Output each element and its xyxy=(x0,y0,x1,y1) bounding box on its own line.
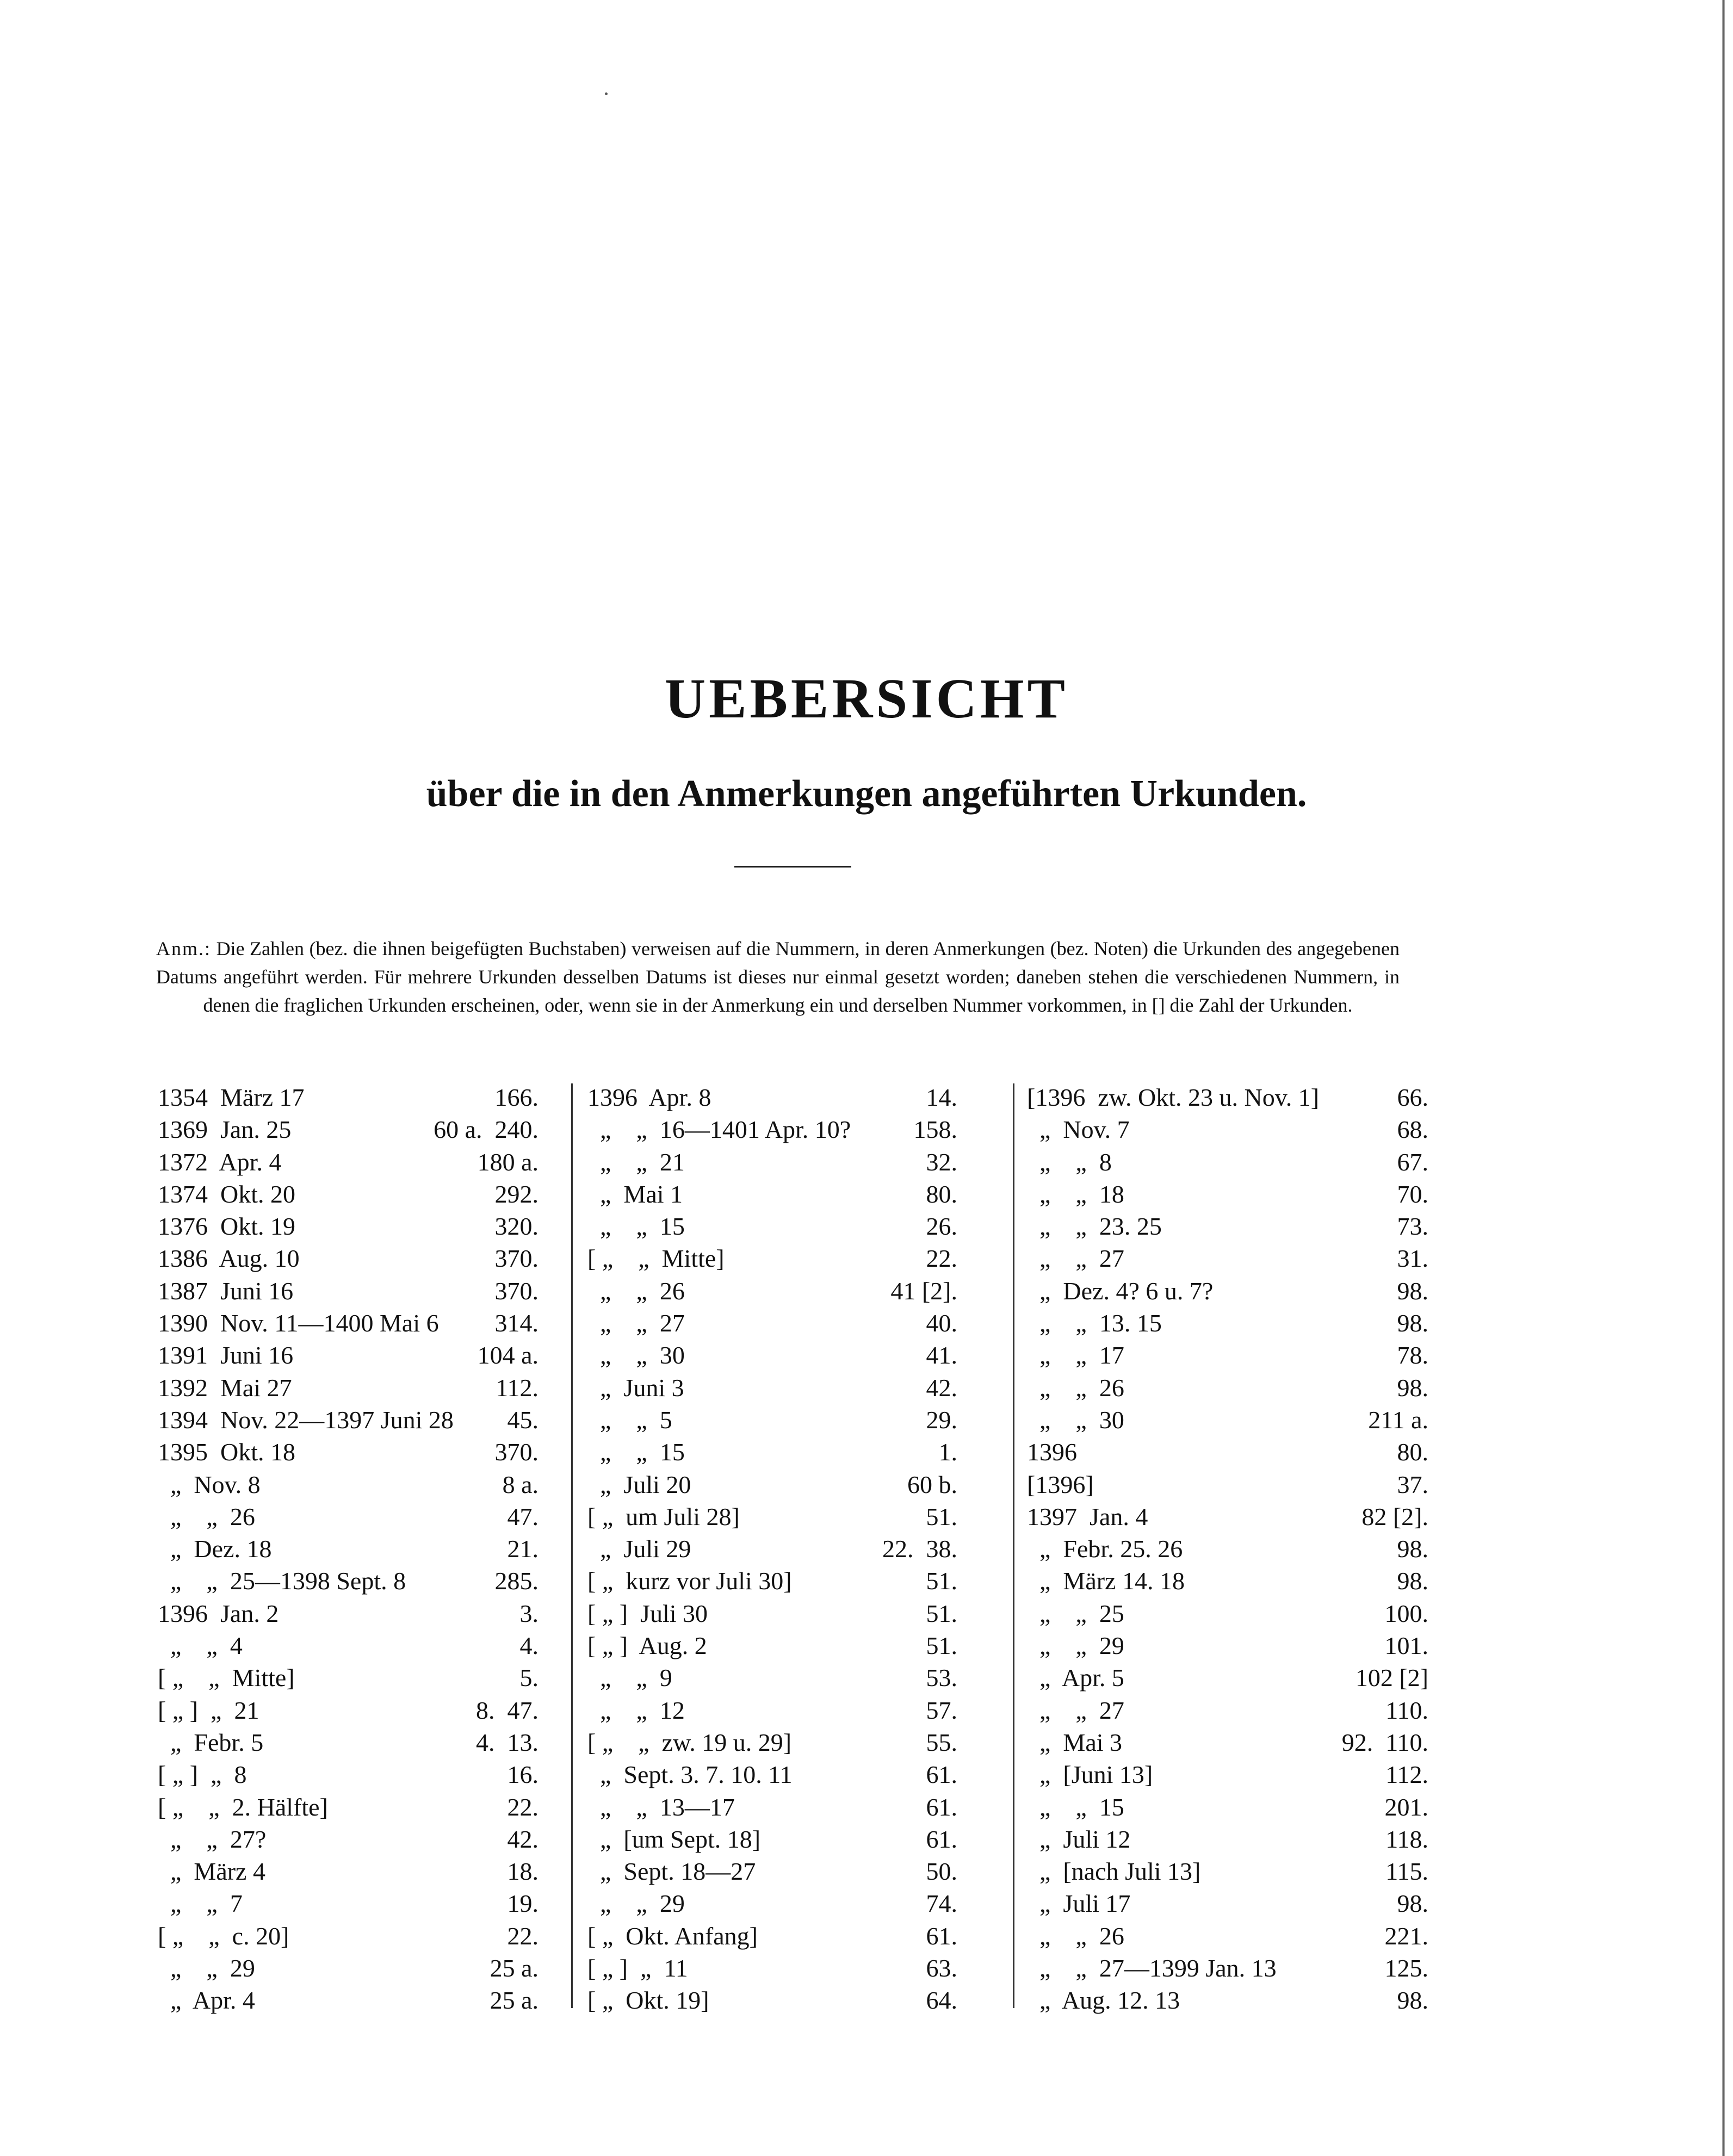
entry-date: „ Aug. 12. 13 xyxy=(1027,1986,1180,2015)
page-subtitle: über die in den Anmerkungen angeführten Urkunden. xyxy=(426,773,1307,815)
index-entry xyxy=(587,1501,957,1533)
entry-date: [ „ kurz vor Juli 30] xyxy=(587,1567,792,1595)
entry-number: 82 [2]. xyxy=(1361,1502,1428,1531)
entry-date: „ „ 12 xyxy=(587,1696,685,1724)
index-entry xyxy=(158,1758,539,1791)
entry-date: „ „ 5 xyxy=(587,1405,672,1434)
entry-date: „ Febr. 25. 26 xyxy=(1027,1535,1183,1563)
entry-number: 61. xyxy=(926,1825,957,1853)
index-entry xyxy=(158,1823,539,1855)
entry-number: 50. xyxy=(926,1857,957,1886)
index-entry xyxy=(587,1404,957,1436)
entry-number: 370. xyxy=(494,1277,539,1305)
entry-number: 201. xyxy=(1384,1793,1428,1821)
entry-date: „ „ 30 xyxy=(1027,1405,1124,1434)
index-entry xyxy=(1027,1565,1428,1597)
index-entry xyxy=(1027,1404,1428,1436)
entry-date: [ „ ] „ 8 xyxy=(158,1761,247,1789)
entry-date: „ „ 15 xyxy=(587,1212,685,1241)
entry-date: „ „ 25 xyxy=(1027,1599,1124,1627)
index-entry xyxy=(158,1662,539,1694)
index-entry xyxy=(587,1597,957,1630)
entry-date: „ „ 25—1398 Sept. 8 xyxy=(158,1567,406,1595)
entry-number: 5. xyxy=(519,1664,539,1692)
entry-date: 1390 Nov. 11—1400 Mai 6 xyxy=(158,1309,439,1337)
index-entry xyxy=(158,1178,539,1210)
entry-number: 98. xyxy=(1397,1986,1428,2015)
entry-date: „ „ 13. 15 xyxy=(1027,1309,1162,1337)
entry-date: „ „ 29 xyxy=(1027,1632,1124,1660)
index-entry xyxy=(1027,1146,1428,1178)
entry-date: „ Sept. 3. 7. 10. 11 xyxy=(587,1761,793,1789)
entry-number: 104 a. xyxy=(477,1341,539,1370)
entry-number: 80. xyxy=(926,1180,957,1208)
index-entry xyxy=(587,1372,957,1404)
entry-date: [ „ „ c. 20] xyxy=(158,1922,289,1950)
entry-date: 1396 Apr. 8 xyxy=(587,1083,711,1111)
entry-number: 37. xyxy=(1397,1470,1428,1498)
index-entry xyxy=(158,1275,539,1307)
entry-number: 211 a. xyxy=(1368,1405,1428,1434)
index-entry xyxy=(158,1146,539,1178)
index-entry xyxy=(587,1920,957,1952)
index-entry xyxy=(1027,1855,1428,1887)
index-entry xyxy=(158,1533,539,1565)
entry-number: 70. xyxy=(1397,1180,1428,1208)
page-title: UEBERSICHT xyxy=(665,667,1068,730)
entry-number: 1. xyxy=(938,1438,957,1466)
index-column-3 xyxy=(1027,1081,1428,2017)
entry-number: 16. xyxy=(507,1761,539,1789)
entry-number: 102 [2] xyxy=(1355,1664,1428,1692)
entry-number: 22. xyxy=(507,1793,539,1821)
entry-date: 1374 Okt. 20 xyxy=(158,1180,295,1208)
entry-number: 42. xyxy=(926,1373,957,1402)
index-entry xyxy=(1027,1694,1428,1726)
entry-number: 98. xyxy=(1397,1277,1428,1305)
entry-number: 100. xyxy=(1384,1599,1428,1627)
index-entry xyxy=(587,1210,957,1242)
index-entry xyxy=(1027,1952,1428,1984)
index-entry xyxy=(1027,1984,1428,2016)
entry-number: 61. xyxy=(926,1761,957,1789)
entry-date: 1397 Jan. 4 xyxy=(1027,1502,1148,1531)
index-entry xyxy=(587,1469,957,1501)
entry-number: 22. xyxy=(507,1922,539,1950)
entry-number: 45. xyxy=(507,1405,539,1434)
entry-date: „ „ 13—17 xyxy=(587,1793,735,1821)
index-entry xyxy=(1027,1920,1428,1952)
entry-number: 320. xyxy=(494,1212,539,1241)
index-entry xyxy=(1027,1242,1428,1274)
entry-number: 51. xyxy=(926,1502,957,1531)
entry-date: 1392 Mai 27 xyxy=(158,1373,292,1402)
entry-number: 55. xyxy=(926,1728,957,1756)
entry-date: „ „ 30 xyxy=(587,1341,685,1370)
entry-number: 57. xyxy=(926,1696,957,1724)
entry-date: 1394 Nov. 22—1397 Juni 28 xyxy=(158,1405,454,1434)
index-entry xyxy=(158,1436,539,1468)
entry-number: 4. xyxy=(519,1632,539,1660)
index-entry xyxy=(1027,1597,1428,1630)
entry-date: „ Juli 29 xyxy=(587,1535,691,1563)
entry-date: „ Juli 12 xyxy=(1027,1825,1131,1853)
index-entry xyxy=(1027,1210,1428,1242)
entry-number: 41 [2]. xyxy=(890,1277,957,1305)
entry-date: „ „ 27? xyxy=(158,1825,267,1853)
index-entry xyxy=(1027,1178,1428,1210)
index-entry xyxy=(1027,1662,1428,1694)
index-entry xyxy=(1027,1275,1428,1307)
entry-number: 80. xyxy=(1397,1438,1428,1466)
entry-number: 98. xyxy=(1397,1567,1428,1595)
index-entry xyxy=(158,1597,539,1630)
entry-number: 8. 47. xyxy=(476,1696,539,1724)
entry-date: „ „ 4 xyxy=(158,1632,243,1660)
entry-date: „ „ 27 xyxy=(1027,1696,1124,1724)
entry-number: 19. xyxy=(507,1889,539,1918)
scan-speck xyxy=(605,92,608,95)
entry-number: 63. xyxy=(926,1954,957,1982)
entry-number: 101. xyxy=(1384,1632,1428,1660)
index-entry xyxy=(587,1791,957,1823)
entry-date: „ Apr. 4 xyxy=(158,1986,255,2015)
entry-date: „ Nov. 7 xyxy=(1027,1116,1130,1144)
entry-date: „ „ 26 xyxy=(158,1502,255,1531)
entry-date: „ „ 15 xyxy=(1027,1793,1124,1821)
entry-date: [1396 zw. Okt. 23 u. Nov. 1] xyxy=(1027,1083,1320,1111)
index-entry xyxy=(587,1113,957,1145)
entry-number: 78. xyxy=(1397,1341,1428,1370)
entry-date: [ „ ] Juli 30 xyxy=(587,1599,708,1627)
index-entry xyxy=(1027,1501,1428,1533)
entry-number: 3. xyxy=(519,1599,539,1627)
entry-number: 42. xyxy=(507,1825,539,1853)
index-entry xyxy=(587,1758,957,1791)
index-entry xyxy=(158,1726,539,1758)
entry-date: [ „ ] „ 21 xyxy=(158,1696,259,1724)
entry-number: 26. xyxy=(926,1212,957,1241)
entry-date: „ Juni 3 xyxy=(587,1373,684,1402)
entry-date: „ „ 27 xyxy=(1027,1244,1124,1273)
index-entry xyxy=(158,1113,539,1145)
entry-date: „ Mai 1 xyxy=(587,1180,683,1208)
annotation-note xyxy=(156,934,1400,1019)
index-entry xyxy=(587,1146,957,1178)
entry-number: 180 a. xyxy=(477,1148,539,1176)
index-entry xyxy=(587,1275,957,1307)
entry-date: „ Mai 3 xyxy=(1027,1728,1123,1756)
entry-date: [ „ „ zw. 19 u. 29] xyxy=(587,1728,792,1756)
entry-date: „ „ 27 xyxy=(587,1309,685,1337)
index-entry xyxy=(587,1823,957,1855)
index-column-1 xyxy=(158,1081,539,2017)
entry-date: „ „ 29 xyxy=(587,1889,685,1918)
entry-number: 14. xyxy=(926,1083,957,1111)
entry-number: 112. xyxy=(1385,1761,1428,1789)
entry-number: 118. xyxy=(1385,1825,1428,1853)
entry-date: „ Dez. 18 xyxy=(158,1535,272,1563)
index-entry xyxy=(1027,1113,1428,1145)
entry-number: 98. xyxy=(1397,1373,1428,1402)
entry-date: „ „ 26 xyxy=(1027,1922,1124,1950)
index-entry xyxy=(1027,1823,1428,1855)
index-entry xyxy=(158,1630,539,1662)
entry-number: 74. xyxy=(926,1889,957,1918)
index-entry xyxy=(1027,1372,1428,1404)
index-entry xyxy=(1027,1758,1428,1791)
entry-number: 166. xyxy=(494,1083,539,1111)
entry-number: 22. xyxy=(926,1244,957,1273)
entry-date: [1396] xyxy=(1027,1470,1094,1498)
entry-date: „ „ 15 xyxy=(587,1438,685,1466)
index-entry xyxy=(587,1533,957,1565)
index-entry xyxy=(587,1855,957,1887)
entry-date: „ „ 9 xyxy=(587,1664,672,1692)
entry-number: 292. xyxy=(494,1180,539,1208)
entry-number: 158. xyxy=(913,1116,957,1144)
entry-date: 1396 xyxy=(1027,1438,1077,1466)
entry-date: „ „ 27—1399 Jan. 13 xyxy=(1027,1954,1277,1982)
entry-number: 31. xyxy=(1397,1244,1428,1273)
entry-date: „ [nach Juli 13] xyxy=(1027,1857,1201,1886)
entry-date: „ „ 17 xyxy=(1027,1341,1124,1370)
index-entry xyxy=(587,1630,957,1662)
entry-date: „ Sept. 18—27 xyxy=(587,1857,756,1886)
entry-number: 112. xyxy=(496,1373,539,1402)
entry-number: 68. xyxy=(1397,1116,1428,1144)
entry-date: „ Febr. 5 xyxy=(158,1728,264,1756)
entry-number: 51. xyxy=(926,1632,957,1660)
entry-date: [ „ Okt. Anfang] xyxy=(587,1922,758,1950)
index-entry xyxy=(158,1565,539,1597)
index-entry xyxy=(158,1887,539,1919)
entry-date: 1395 Okt. 18 xyxy=(158,1438,295,1466)
index-entry xyxy=(587,1662,957,1694)
index-entry xyxy=(1027,1533,1428,1565)
entry-date: 1396 Jan. 2 xyxy=(158,1599,279,1627)
entry-number: 285. xyxy=(494,1567,539,1595)
entry-number: 61. xyxy=(926,1793,957,1821)
entry-date: „ März 4 xyxy=(158,1857,265,1886)
entry-date: „ „ 26 xyxy=(587,1277,685,1305)
index-entry xyxy=(1027,1726,1428,1758)
entry-number: 4. 13. xyxy=(476,1728,539,1756)
index-column-2 xyxy=(587,1081,957,2017)
entry-number: 29. xyxy=(926,1405,957,1434)
entry-number: 64. xyxy=(926,1986,957,2015)
index-entry xyxy=(1027,1630,1428,1662)
entry-date: [ „ ] „ 11 xyxy=(587,1954,688,1982)
index-entry xyxy=(587,1339,957,1371)
entry-number: 41. xyxy=(926,1341,957,1370)
entry-date: 1354 März 17 xyxy=(158,1083,305,1111)
note-label: Anm.: xyxy=(156,938,212,959)
entry-date: „ Juli 17 xyxy=(1027,1889,1131,1918)
entry-date: „ März 14. 18 xyxy=(1027,1567,1185,1595)
entry-number: 25 a. xyxy=(490,1986,539,2015)
column-divider xyxy=(1013,1083,1014,2008)
entry-date: „ „ 8 xyxy=(1027,1148,1112,1176)
entry-date: [ „ „ Mitte] xyxy=(158,1664,295,1692)
index-entry xyxy=(587,1178,957,1210)
entry-number: 98. xyxy=(1397,1309,1428,1337)
entry-number: 221. xyxy=(1384,1922,1428,1950)
index-entry xyxy=(587,1952,957,1984)
index-entry xyxy=(158,1242,539,1274)
column-divider xyxy=(571,1083,573,2008)
entry-number: 92. 110. xyxy=(1341,1728,1428,1756)
index-entry xyxy=(158,1855,539,1887)
entry-date: [ „ ] Aug. 2 xyxy=(587,1632,707,1660)
entry-number: 51. xyxy=(926,1567,957,1595)
index-entry xyxy=(158,1081,539,1113)
entry-number: 21. xyxy=(507,1535,539,1563)
index-entry xyxy=(587,1081,957,1113)
entry-date: „ [um Sept. 18] xyxy=(587,1825,761,1853)
index-entry xyxy=(158,1791,539,1823)
entry-number: 370. xyxy=(494,1438,539,1466)
index-entry xyxy=(158,1694,539,1726)
index-entry xyxy=(158,1404,539,1436)
entry-date: 1372 Apr. 4 xyxy=(158,1148,282,1176)
entry-number: 370. xyxy=(494,1244,539,1273)
index-entry xyxy=(158,1984,539,2016)
index-entry xyxy=(587,1307,957,1339)
index-entry xyxy=(1027,1081,1428,1113)
entry-number: 60 a. 240. xyxy=(434,1116,539,1144)
index-entry xyxy=(158,1501,539,1533)
entry-date: „ „ 16—1401 Apr. 10? xyxy=(587,1116,851,1144)
entry-number: 61. xyxy=(926,1922,957,1950)
entry-date: [ „ um Juli 28] xyxy=(587,1502,740,1531)
index-entry xyxy=(1027,1469,1428,1501)
entry-number: 110. xyxy=(1385,1696,1428,1724)
entry-date: „ Dez. 4? 6 u. 7? xyxy=(1027,1277,1214,1305)
entry-number: 115. xyxy=(1385,1857,1428,1886)
entry-number: 47. xyxy=(507,1502,539,1531)
entry-number: 40. xyxy=(926,1309,957,1337)
index-entry xyxy=(1027,1887,1428,1919)
entry-date: „ [Juni 13] xyxy=(1027,1761,1153,1789)
index-entry xyxy=(587,1436,957,1468)
index-entry xyxy=(158,1339,539,1371)
entry-number: 18. xyxy=(507,1857,539,1886)
entry-date: „ „ 18 xyxy=(1027,1180,1124,1208)
entry-date: „ Juli 20 xyxy=(587,1470,691,1498)
entry-date: „ „ 26 xyxy=(1027,1373,1124,1402)
index-entry xyxy=(158,1372,539,1404)
entry-date: 1369 Jan. 25 xyxy=(158,1116,292,1144)
index-entry xyxy=(587,1242,957,1274)
entry-number: 8 a. xyxy=(502,1470,539,1498)
index-entry xyxy=(1027,1436,1428,1468)
entry-date: 1387 Juni 16 xyxy=(158,1277,294,1305)
entry-number: 98. xyxy=(1397,1889,1428,1918)
index-entry xyxy=(587,1984,957,2016)
entry-date: „ Apr. 5 xyxy=(1027,1664,1124,1692)
entry-number: 98. xyxy=(1397,1535,1428,1563)
index-entry xyxy=(1027,1791,1428,1823)
entry-number: 32. xyxy=(926,1148,957,1176)
scan-edge-line xyxy=(1722,0,1725,2156)
entry-number: 22. 38. xyxy=(882,1535,957,1563)
entry-date: „ „ 7 xyxy=(158,1889,243,1918)
index-entry xyxy=(587,1565,957,1597)
entry-date: 1376 Okt. 19 xyxy=(158,1212,295,1241)
entry-number: 66. xyxy=(1397,1083,1428,1111)
index-entry xyxy=(587,1726,957,1758)
index-entry xyxy=(1027,1339,1428,1371)
title-rule xyxy=(734,866,851,868)
entry-date: „ Nov. 8 xyxy=(158,1470,261,1498)
entry-number: 53. xyxy=(926,1664,957,1692)
entry-date: „ „ 23. 25 xyxy=(1027,1212,1162,1241)
index-entry xyxy=(158,1469,539,1501)
entry-number: 314. xyxy=(494,1309,539,1337)
entry-date: „ „ 21 xyxy=(587,1148,685,1176)
index-entry xyxy=(1027,1307,1428,1339)
index-entry xyxy=(587,1887,957,1919)
entry-date: 1391 Juni 16 xyxy=(158,1341,294,1370)
entry-number: 67. xyxy=(1397,1148,1428,1176)
index-entry xyxy=(158,1307,539,1339)
entry-date: „ „ 29 xyxy=(158,1954,255,1982)
entry-date: [ „ Okt. 19] xyxy=(587,1986,709,2015)
entry-number: 51. xyxy=(926,1599,957,1627)
entry-number: 125. xyxy=(1384,1954,1428,1982)
index-entry xyxy=(587,1694,957,1726)
note-text: Die Zahlen (bez. die ihnen beigefügten Buchstaben) verweisen auf die Nummern, in deren Anmerkungen (bez. Noten) die Urkunden des angegebenen Datums angeführt werden. Für mehrere Urkunden desselben Datums ist dieses nur einmal gesetzt worden; daneben stehen die verschiedenen Nummern, in denen die fraglichen Urkunden erscheinen, oder, wenn sie in der Anmerkung ein und derselben Nummer vorkommen, in [] die Zahl der Urkunden. xyxy=(156,938,1400,1016)
index-entry xyxy=(158,1952,539,1984)
entry-number: 25 a. xyxy=(490,1954,539,1982)
entry-date: 1386 Aug. 10 xyxy=(158,1244,300,1273)
entry-number: 73. xyxy=(1397,1212,1428,1241)
index-entry xyxy=(158,1920,539,1952)
entry-date: [ „ „ Mitte] xyxy=(587,1244,725,1273)
entry-number: 60 b. xyxy=(907,1470,957,1498)
entry-date: [ „ „ 2. Hälfte] xyxy=(158,1793,328,1821)
index-entry xyxy=(158,1210,539,1242)
